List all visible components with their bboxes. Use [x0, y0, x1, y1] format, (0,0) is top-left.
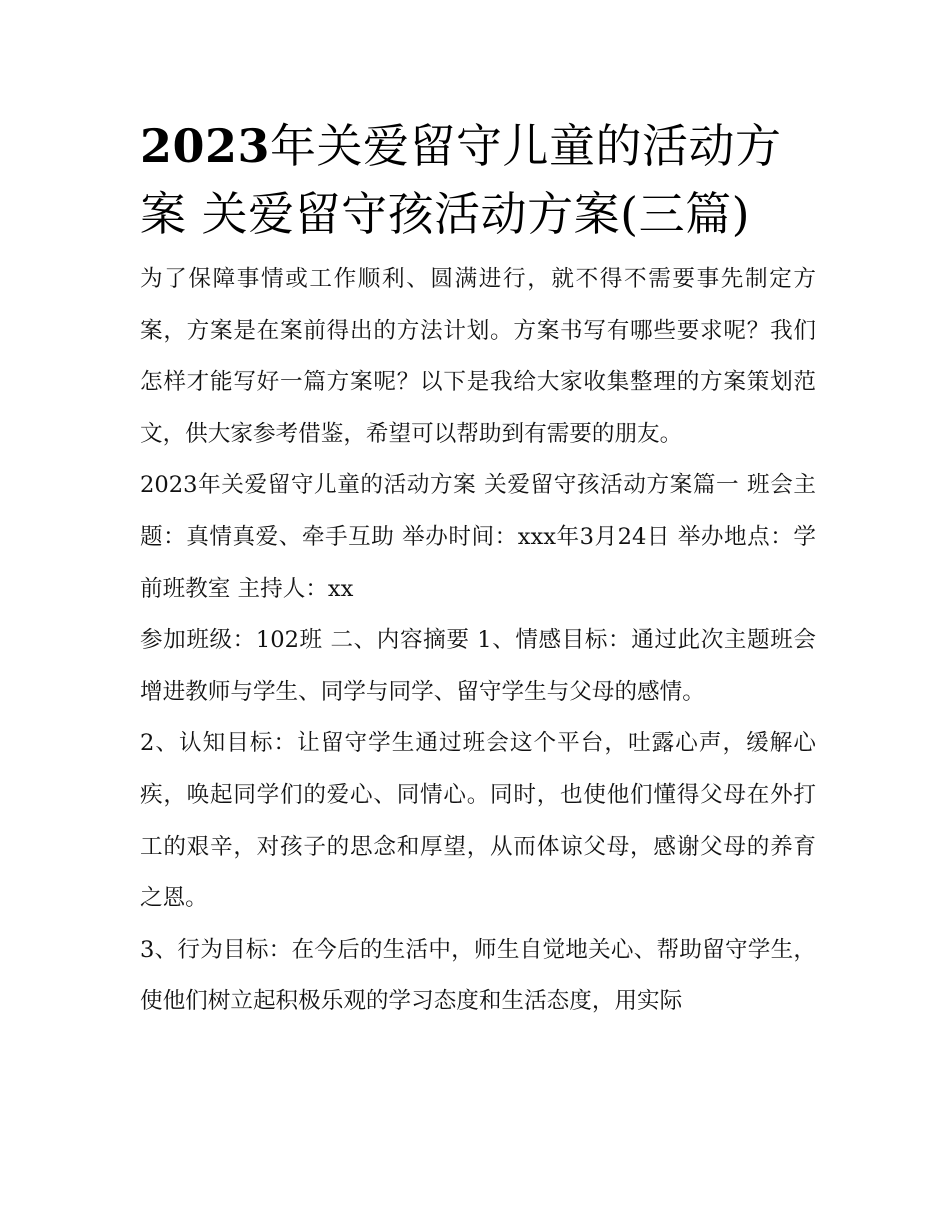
title-year: 2023: [140, 119, 271, 173]
cognitive-goal-paragraph: 2、认知目标：让留守学生通过班会这个平台，吐露心声，缓解心疾，唤起同学们的爱心、同情心。同时，也使他们懂得父母在外打工的艰辛，对孩子的思念和厚望，从而体谅父母，感谢父母的养育之恩。: [140, 730, 816, 912]
intro-paragraph: 为了保障事情或工作顺利、圆满进行，就不得不需要事先制定方案，方案是在案前得出的方法计划。方案书写有哪些要求呢？我们怎样才能写好一篇方案呢？以下是我给大家收集整理的方案策划范文，供大家参考借鉴，希望可以帮助到有需要的朋友。: [140, 266, 816, 447]
document-content: [140, 112, 816, 1028]
behavior-goal-paragraph: 3、行为目标：在今后的生活中，师生自觉地关心、帮助留守学生，使他们树立起积极乐观的学习态度和生活态度，用实际: [140, 936, 816, 1015]
document-title: [140, 112, 816, 248]
title-text: 年关爱留守儿童的活动方案 关爱留守孩活动方案(三篇): [140, 119, 782, 241]
content-summary-paragraph: 参加班级：102班 二、内容摘要 1、情感目标：通过此次主题班会增进教师与学生、同学与同学、留守学生与父母的感情。: [140, 627, 816, 705]
document-body: [140, 254, 816, 1028]
section-heading-paragraph: 2023年关爱留守儿童的活动方案 关爱留守孩活动方案篇一 班会主题：真情真爱、牵手互助 举办时间：xxx年3月24日 举办地点：学前班教室 主持人：xx: [140, 472, 816, 602]
